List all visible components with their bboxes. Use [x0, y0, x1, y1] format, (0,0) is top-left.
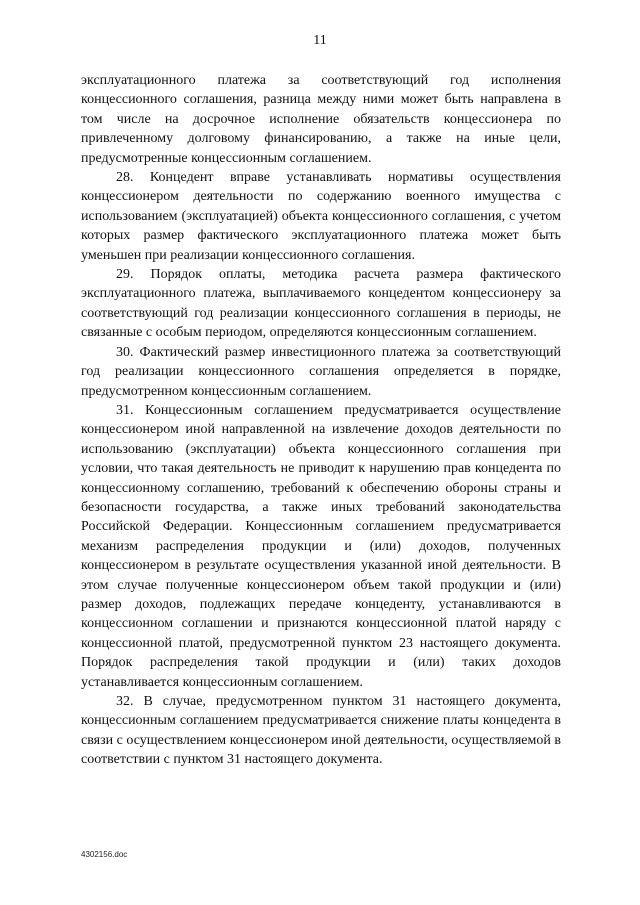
paragraph-28: 28. Концедент вправе устанавливать нормативы осуществления концессионером деятельности по содержанию военного имущества с использованием (эксплуатацией) объекта концессионного соглашения, с учетом которых размер фактического эксплуатационного платежа может быть уменьшен при реализации концессионного соглашения. [81, 170, 561, 263]
paragraph-31: 31. Концессионным соглашением предусматривается осуществление концессионером иной направленной на извлечение доходов деятельности по использованию (эксплуатации) объекта концессионного соглашения при условии, что такая деятельность не приводит к нарушению прав концедента по концессионному соглашению, требований к обеспечению обороны страны и безопасности государства, а также иных требований законодательства Российской Федерации. Концессионным соглашением предусматривается механизм распределения продукции и (или) доходов, полученных концессионером в результате осуществления указанной иной деятельности. В этом случае полученные концессионером объем такой продукции и (или) размер доходов, подлежащих передаче концеденту, устанавливаются в концессионном соглашении и признаются концессионной платой наряду с концессионной платой, предусмотренной пунктом 23 настоящего документа. Порядок распределения такой продукции и (или) таких доходов устанавливается концессионным соглашением. [81, 402, 561, 690]
footer-filename: 4302156.doc [81, 850, 128, 859]
paragraph-32: 32. В случае, предусмотренном пунктом 31 настоящего документа, концессионным соглашением предусматривается снижение платы концедента в связи с осуществлением концессионером иной деятельности, осуществляемой в соответствии с пунктом 31 настоящего документа. [81, 694, 561, 768]
document-body [81, 71, 561, 770]
page-number: 11 [313, 33, 327, 48]
paragraph-continuation: эксплуатационного платежа за соответствующий год исполнения концессионного соглашения, разница между ними может быть направлена в том числе на досрочное исполнение обязательств концессионера по привлеченному долговому финансированию, а также на иные цели, предусмотренные концессионным соглашением. [81, 73, 561, 166]
paragraph-30: 30. Фактический размер инвестиционного платежа за соответствующий год реализации концессионного соглашения определяется в порядке, предусмотренном концессионным соглашением. [81, 344, 561, 399]
paragraph-29: 29. Порядок оплаты, методика расчета размера фактического эксплуатационного платежа, выплачиваемого концедентом концессионеру за соответствующий год реализации концессионного соглашения в периоды, не связанные с особым периодом, определяются концессионным соглашением. [81, 267, 561, 341]
